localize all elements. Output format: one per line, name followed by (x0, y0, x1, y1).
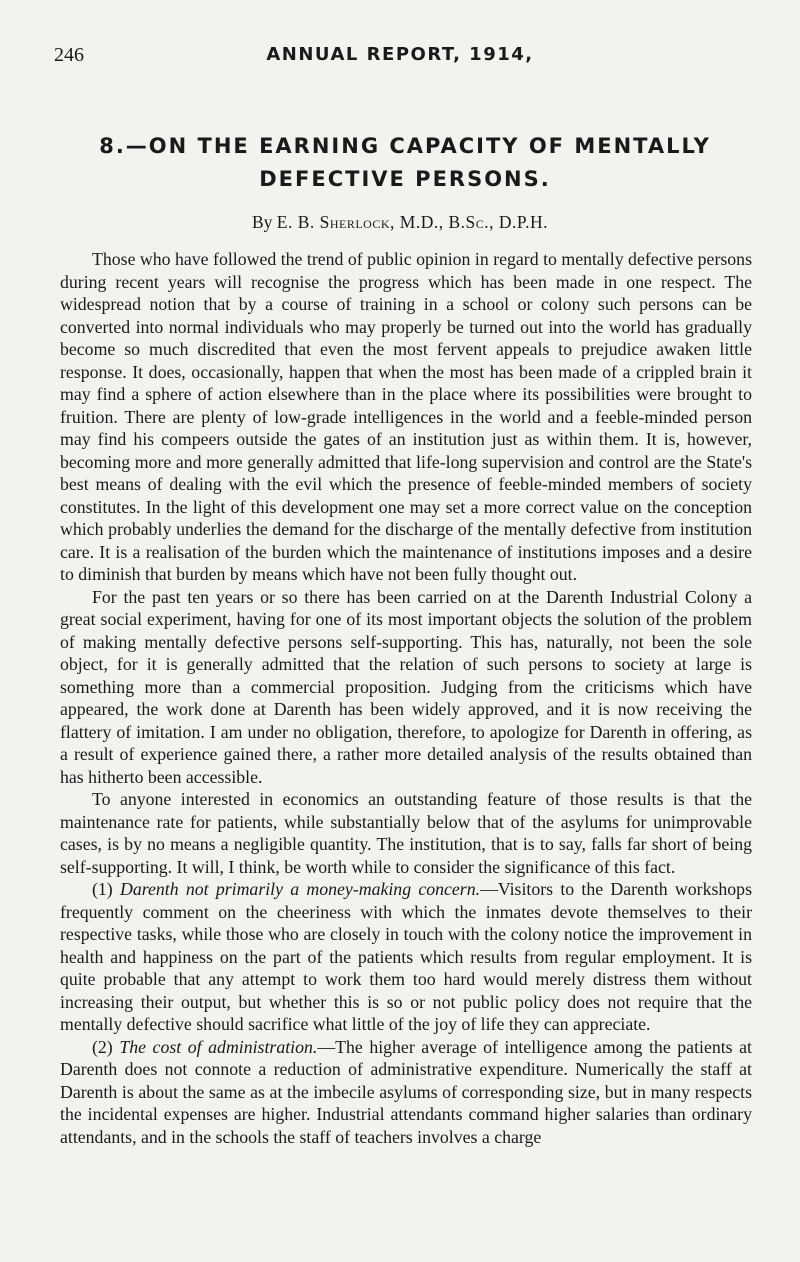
byline-prefix: By (251, 212, 273, 232)
numbered-paragraph (60, 1036, 752, 1149)
byline (0, 212, 800, 233)
article-body (60, 248, 752, 1148)
paragraph-heading: Darenth not primarily a money-making concern. (120, 879, 481, 899)
article-title: 8.—ON THE EARNING CAPACITY OF MENTALLY DEFECTIVE PERSONS. (99, 134, 711, 191)
running-title: ANNUAL REPORT, 1914, (266, 44, 534, 65)
page-number: 246 (54, 44, 84, 66)
paragraph: Those who have followed the trend of public opinion in regard to mentally defective persons during recent years will recognise the progress which has been made in one respect. The widespread notion that by a course of training in a school or colony such persons can be converted into normal individuals who may properly be turned out into the world has gradually become so much discredited that even the most fervent appeals to prejudice awaken little response. It does, occasionally, happen that when the most has been made of a crippled brain it may find a sphere of action elsewhere than in the place where its possibilities were brought to fruition. There are plenty of low-grade intelligences in the world and a feeble-minded person may find his compeers outside the gates of an institution just as within them. It is, however, becoming more and more generally admitted that life-long supervision and control are the State's best means of dealing with the evil which the presence of feeble-minded members of society constitutes. In the light of this development one may set a more correct value on the conception which probably underlies the demand for the discharge of the mentally defective from institution care. It is a realisation of the burden which the maintenance of institutions imposes and a desire to diminish that burden by means which have not been fully thought out. (60, 249, 752, 584)
page-header (0, 44, 800, 74)
numbered-paragraph (60, 878, 752, 1036)
paragraph-heading: The cost of administration. (119, 1036, 318, 1057)
paragraph-number: (2) (92, 1036, 113, 1057)
byline-author: E. B. Sherlock, M.D., B.Sc., D.P.H. (276, 212, 549, 232)
paragraph: For the past ten years or so there has been carried on at the Darenth Industrial Colony a great social experiment, having for one of its most important objects the solution of the problem of making mentally defective persons self-supporting. This has, naturally, not been the sole object, for it is generally admitted that the relation of such persons to society at large is something more than a commercial proposition. Judging from the criticisms which have appeared, the work done at Darenth has been widely approved, and it is now receiving the flattery of imitation. I am under no obligation, therefore, to apologize for Darenth in offering, as a result of experience gained there, a rather more detailed analysis of the results obtained than has hitherto been accessible. (60, 586, 752, 787)
paragraph-text: —The higher average of intelligence among the patients at Darenth does not connote a reduction of administrative expenditure. Numerically the staff at Darenth is about the same as at the imbecile asylums of corresponding size, but in many respects the incidental expenses are higher. Industrial attendants command higher salaries than ordinary attendants, and in the schools the staff of teachers involves a charge (60, 1036, 752, 1147)
paragraph-number: (1) (92, 879, 113, 899)
paragraph-text: —Visitors to the Darenth workshops frequently comment on the cheeriness with which the inmates devote themselves to their respective tasks, while those who are closely in touch with the colony notice the improvement in health and happiness on the part of the patients which results from regular employment. It is quite probable that any attempt to work them too hard would merely distress them without increasing their output, but whether this is so or not public policy does not require that the mentally defective should sacrifice what little of the joy of life they can appreciate. (60, 879, 752, 1034)
paragraph: To anyone interested in economics an outstanding feature of those results is that the maintenance rate for patients, while substantially below that of the asylums for unimprovable cases, is by no means a negligible quantity. The institution, that is to say, falls far short of being self-supporting. It will, I think, be worth while to consider the significance of this fact. (60, 789, 752, 877)
